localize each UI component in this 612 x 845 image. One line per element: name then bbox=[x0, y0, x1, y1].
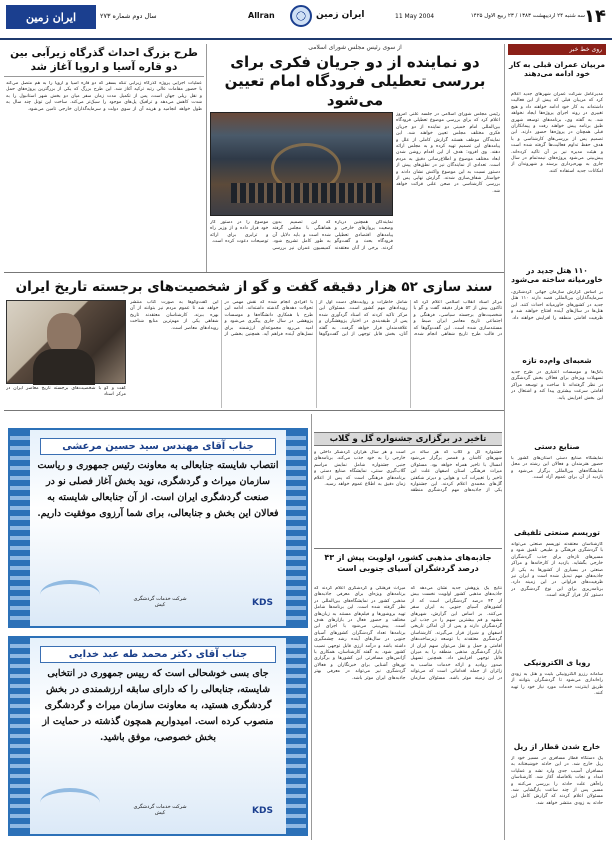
sidebar-body: سامانه رزرو الکترونیکی بلیت و هتل به زودی راه‌اندازی می‌شود تا گردشگران بتوانند از طریق اینترنت خدمات مورد نیاز خود را تهیه کنند. bbox=[511, 672, 603, 697]
festival-story-headline: تاخیر در برگزاری جشنواره گل و گلاب bbox=[329, 434, 487, 444]
paper-name-en: Allran bbox=[248, 11, 275, 20]
bird-icon bbox=[40, 580, 100, 610]
sidebar-body: نمایشگاه صنایع دستی استان‌های کشور با حضور هنرمندان و فعالان این رشته در محل نمایشگاه‌های بین‌المللی برگزار می‌شود و بازدید از آن برای عموم آزاد است. bbox=[511, 456, 603, 481]
top-story-headline: دو نماینده از دو جریان فکری برای بررسی تعطیلی فرودگاه امام تعیین می‌شود bbox=[224, 53, 486, 109]
top-story-photo bbox=[210, 112, 393, 216]
sidebar-headline: خارج شدن قطار از ریل bbox=[513, 742, 601, 751]
left-story bbox=[4, 44, 204, 270]
date-latin: 11 May 2004 bbox=[395, 13, 435, 20]
left-story-body: عملیات اجرایی پروژه گذرگاه زیرآبی تنگه بسفر که دو قاره آسیا و اروپا را به هم متصل می‌کند با حضور مقامات عالی رتبه ترکیه آغاز شد. این طرح بزرگ که یکی از بزرگترین پروژه‌های حمل و نقل ریلی جهان است، پس از تکمیل مدت زمان سفر میان دو بخش شهر استانبول را به شدت کاهش می‌دهد و ترافیک پل‌های موجود را سبک‌تر می‌کند. ساخت این تونل چند سال به طول خواهد انجامید و هزینه آن از سوی دولت و سرمایه‌گذاران خارجی تامین می‌شود. bbox=[6, 81, 202, 112]
sidebar-headline: ۱۱۰ هتل جدید در خاورمیانه ساخته می‌شود bbox=[511, 266, 603, 284]
congratulation-ad-1 bbox=[8, 428, 308, 628]
section-divider bbox=[4, 272, 504, 273]
bird-icon bbox=[40, 788, 100, 818]
sidebar-body: کارشناسان معتقدند توریسم صنعتی می‌تواند با گردشگری فرهنگی و طبیعی تلفیق شود و مسیرهای تازه‌ای برای جذب گردشگران خارجی بگشاید. بازدید از کارخانه‌ها و مراکز صنعتی در بسیاری از کشورها به یکی از جاذبه‌های مهم تبدیل شده است و ایران نیز ظرفیت‌های فراوانی در این زمینه دارد. برنامه‌ریزی برای این نوع گردشگری در دستور کار قرار گرفته است. bbox=[511, 542, 603, 599]
sidebar bbox=[508, 44, 606, 844]
section-divider bbox=[314, 548, 502, 549]
column-divider bbox=[206, 44, 207, 272]
second-story-body: مرکز اسناد انقلاب اسلامی اعلام کرد که تاکنون بیش از ۵۲ هزار دقیقه گفت و گو با شخصیت‌های برجسته سیاسی، فرهنگی و اجتماعی تاریخ معاصر ایران ضبط و مستندسازی شده است. این گفت‌وگوها که در قالب طرح تاریخ شفاهی انجام شده، شامل خاطرات و روایت‌های دست اول از رویدادهای مهم کشور است. مسئولان این مرکز تاکید کردند که اسناد گردآوری شده پس از طبقه‌بندی در اختیار پژوهشگران و علاقه‌مندان قرار خواهد گرفت. به گفته آنان، بخش قابل توجهی از این گفت‌وگوها با افرادی انجام شده که نقش مهمی در تحولات دهه‌های گذشته داشته‌اند. ادامه این طرح با همکاری دانشگاه‌ها و موسسات پژوهشی در سال جاری پیگیری می‌شود و امید می‌رود مجموعه‌ای ارزشمند برای نسل‌های آینده فراهم آید. همچنین بخشی از این گفت‌وگوها به صورت کتاب منتشر خواهد شد تا عموم مردم نیز بتوانند از آن بهره ببرند. کارشناسان معتقدند تاریخ شفاهی یکی از مهم‌ترین منابع شناخت رویدادهای معاصر است. bbox=[130, 300, 502, 338]
second-story-headline: سند سازی ۵۲ هزار دقیقه گفت و گو از شخصیت‌های برجسته تاریخ ایران bbox=[15, 279, 493, 295]
sidebar-body: بانک‌ها و موسسات اعتباری در طرح جدید تسهیلات ویژه‌ای برای فعالان بخش گردشگری در نظر گرفته‌اند تا ساخت و توسعه مراکز اقامتی سرعت بیشتری پیدا کند و اشتغال در این بخش افزایش یابد. bbox=[511, 370, 603, 401]
tourism-story-body: نتایج یک پژوهش جدید نشان می‌دهد که جاذبه‌های مذهبی کشور اولویت نخست بیش از ۴۳ درصد گردشگرانی است که از کشورهای آسیای جنوبی به ایران سفر می‌کنند. بر اساس این گزارش، شهرهای مشهد و قم بیشترین سهم را در جذب این گردشگران دارند و پس از آن اماکن تاریخی اصفهان و شیراز قرار می‌گیرند. کارشناسان گردشگری معتقدند با توسعه زیرساخت‌های اقامتی و حمل و نقل می‌توان سهم ایران از بازار گردشگری مذهبی منطقه را به میزان قابل توجهی افزایش داد. همچنین تسهیل صدور روادید و ارائه خدمات مناسب به زائران از جمله اقداماتی است که می‌تواند در این زمینه موثر باشد. مسئولان سازمان میراث فرهنگی و گردشگری اعلام کردند که برنامه‌های ویژه‌ای برای معرفی جاذبه‌های مذهبی کشور در نمایشگاه‌های بین‌المللی در نظر گرفته شده است. این برنامه‌ها شامل تهیه بروشورها و فیلم‌های مستند به زبان‌های مختلف و حضور فعال در بازارهای هدف است. پیش‌بینی می‌شود با اجرای این برنامه‌ها تعداد گردشگران کشورهای آسیای جنوبی در سال‌های آینده رشد چشمگیری داشته باشد و درآمد ارزی قابل توجهی نصیب کشور شود. به گفته کارشناسان، همکاری با آژانس‌های مسافرتی این کشورها و برگزاری تورهای آشنایی برای خبرنگاران و فعالان گردشگری نیز می‌تواند در معرفی بهتر جاذبه‌های ایران موثر باشد. bbox=[314, 586, 502, 681]
column-divider bbox=[504, 44, 505, 840]
section-divider bbox=[4, 410, 504, 411]
ad-body: جای بسی خوشحالی است که رییس جمهوری در انتخابی شایسته، جنابعالی را که دارای سابقه ارزشمندی در بخش گردشگری هستید، به معاونت سازمان میراث و گردشگری منصوب کرده است. امیدواریم همچون گذشته در حمایت از بخش خصوصی، موفق باشید. bbox=[42, 668, 274, 743]
sidebar-headline: شعبه‌ای وام‌ده تازه bbox=[522, 356, 592, 365]
tourism-story-header bbox=[314, 552, 502, 582]
kds-logo: KDS bbox=[252, 598, 273, 608]
second-story-caption: گفت و گو با شخصیت‌های برجسته تاریخ معاصر ایران در مرکز اسناد bbox=[6, 386, 126, 398]
ad-sender: شرکت خدمات گردشگری کیش bbox=[133, 804, 187, 816]
sidebar-headline: مربیان عمران قبلی به کار خود ادامه می‌دهند bbox=[508, 60, 606, 78]
ad-sender: شرکت خدمات گردشگری کیش bbox=[133, 596, 187, 608]
congratulation-ad-2 bbox=[8, 636, 308, 836]
date-persian: سه شنبه ۲۴ اردیبهشت ۱۳۸۳ / ۲۳ ربیع الاول ۱۴۲۵ bbox=[470, 13, 585, 19]
kds-logo: KDS bbox=[252, 806, 273, 816]
festival-story-header bbox=[314, 432, 502, 446]
ad-title: جناب آقای دکتر محمد طه عبد خدایی bbox=[40, 646, 276, 663]
ad-title: جناب آقای مهندس سید حسین مرعشی bbox=[40, 438, 276, 455]
sidebar-body: بر اساس گزارش سازمان جهانی گردشگری، سرمایه‌گذاران بین‌المللی قصد دارند ۱۱۰ هتل جدید در کشورهای خاورمیانه احداث کنند. این هتل‌ها در سال‌های آینده افتتاح خواهند شد و ظرفیت اقامتی منطقه را افزایش خواهند داد. bbox=[511, 290, 603, 321]
page-header bbox=[0, 0, 612, 40]
newspaper-logo: ایران زمین bbox=[6, 5, 96, 29]
second-story-header bbox=[4, 276, 504, 298]
page-number: ۱۴ bbox=[584, 6, 606, 27]
sidebar-headline: توریسم صنعتی تلفیقی bbox=[514, 528, 600, 537]
festival-story-body: جشنواره گل و گلاب که هر ساله در شهرهای کاشان و قمصر برگزار می‌شود امسال با تاخیر همراه خواهد بود. مسئولان میراث فرهنگی استان اصفهان علت این تاخیر را تغییرات آب و هوایی و دیرتر شکفتن گل‌های محمدی اعلام کردند. این جشنواره یکی از جاذبه‌های مهم گردشگری منطقه است و هر سال هزاران گردشگر داخلی و خارجی را به خود جذب می‌کند. برنامه‌های جنبی جشنواره شامل نمایش مراسم گلاب‌گیری سنتی، نمایشگاه صنایع دستی و برنامه‌های فرهنگی است که پس از اعلام زمان دقیق به اطلاع عموم خواهد رسید. bbox=[314, 450, 502, 494]
tourism-story-headline: جاذبه‌های مذهبی کشور، اولویت پیش از ۴۳ درصد گردشگران آسیای جنوبی است bbox=[324, 553, 492, 573]
second-story-photo bbox=[6, 300, 126, 384]
paper-name: ایران زمین bbox=[316, 10, 365, 20]
column-divider bbox=[311, 414, 312, 840]
sidebar-label: روی خط خبر bbox=[508, 44, 606, 55]
top-story-kicker: از سوی رئیس مجلس شورای اسلامی bbox=[308, 44, 402, 51]
top-story-body: رئیس مجلس شورای اسلامی در جلسه علنی امروز اعلام کرد که برای بررسی موضوع تعطیلی فرودگاه بین‌المللی امام خمینی دو نماینده از دو جریان فکری مختلف مجلس تعیین خواهند شد. این نمایندگان موظف هستند گزارش کاملی از علل و پیامدهای این تصمیم تهیه کرده و به مجلس ارائه دهند. وی افزود: هدف از این اقدام روشن شدن ابعاد مختلف موضوع و اطلاع‌رسانی دقیق به مردم است. تعدادی از نمایندگان نیز در نطق‌های پیش از دستور نسبت به این موضوع واکنش نشان دادند و خواستار شفاف‌سازی شدند. گزارش نهایی پس از بررسی کارشناسی در صحن علنی قرائت خواهد شد. bbox=[396, 112, 500, 194]
left-story-headline: طرح بزرگ احداث گذرگاه زیرآبی بین دو قاره آسیا و اروپا آغاز شد bbox=[4, 44, 204, 77]
ad-body: انتصاب شایسته جنابعالی به معاونت رئیس جمهوری و ریاست سازمان میراث و گردشگری، نوید بخش آغاز فصلی نو در صنعت گردشگری ایران است. از آن جنابعالی شایسته به فعالان این بخش و جنابعالی، برای شما آرزوی موفقیت داریم. bbox=[37, 460, 279, 519]
globe-icon bbox=[290, 5, 312, 27]
sidebar-headline: رویا ی الکترونیکی bbox=[523, 658, 591, 667]
sidebar-headline: صنایع دستی bbox=[534, 442, 580, 451]
sidebar-body: یک دستگاه قطار مسافری در مسیر خود از ریل خارج شد. در این حادثه خوشبختانه به مسافران آسیب جدی وارد نشد و عملیات امداد و نجات بلافاصله آغاز شد. کارشناسان راه‌آهن علت حادثه را بررسی می‌کنند و مسیر پس از چند ساعت بازگشایی شد. مسئولان اعلام کردند که گزارش کامل این حادثه به زودی منتشر خواهد شد. bbox=[511, 756, 603, 806]
issue-number: سال دوم شماره ۲۷۳ bbox=[100, 12, 157, 20]
sidebar-body: مدیرعامل شرکت عمران شهرهای جدید اعلام کرد که مربیان قبلی که پیش از این فعالیت داشته‌اند به کار خود ادامه خواهند داد و هیچ تغییری در روند اجرای پروژه‌ها ایجاد نخواهد شد. به گفته وی، برنامه‌های توسعه شهری طبق برنامه پیش خواهند رفت و پیمانکاران قبلی همچنان در پروژه‌ها حضور دارند. این تصمیم پس از بررسی‌های کارشناسی و با هدف حفظ تداوم فعالیت‌ها گرفته شده است و هیئت مدیره نیز بر آن تاکید کرده‌اند. پیش‌بینی می‌شود پروژه‌های نیمه‌تمام در سال جاری به بهره‌برداری برسند و شهروندان از امکانات جدید استفاده کنند. bbox=[511, 92, 603, 174]
top-story-body-2: نمایندگان همچنین درباره وضعیت پروازهای خارجی و پیامدهای اقتصادی تعطیلی فرودگاه بحث و گفت‌وگو کردند. برخی از آنان معتقدند که این تصمیم بدون هماهنگی با مجلس گرفته شده است و باید دلایل آن به طور کامل تشریح شود. کمیسیون عمران نیز بررسی موضوع را در دستور کار خود قرار داده و از وزیر راه و ترابری برای ارائه توضیحات دعوت کرده است. bbox=[210, 220, 393, 251]
